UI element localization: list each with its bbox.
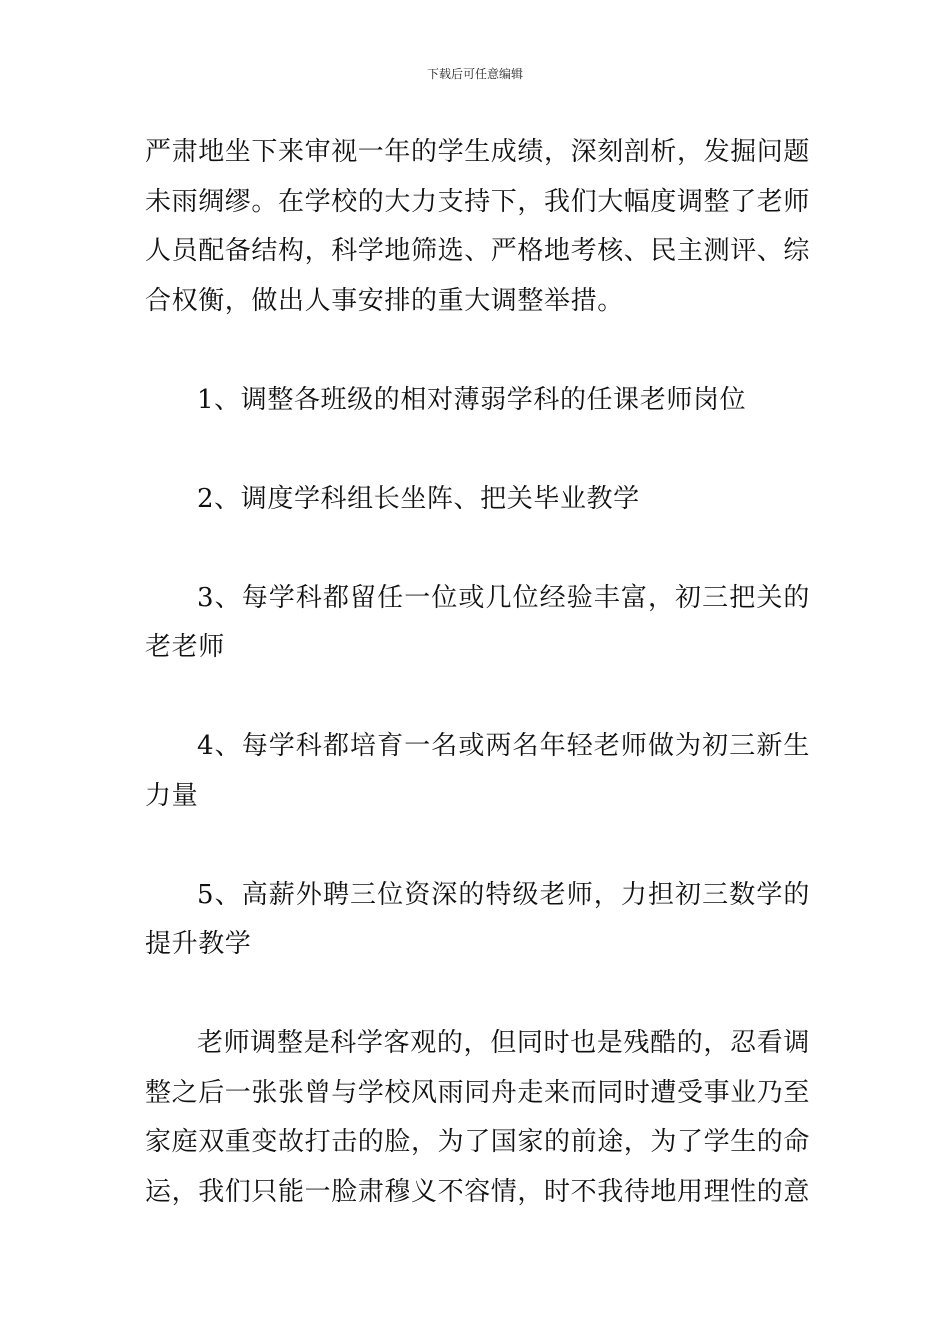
paragraph-gap: [145, 970, 810, 1020]
paragraph-gap: [145, 326, 810, 376]
paragraph-gap: [145, 425, 810, 475]
list-item-3: 3、每学科都留任一位或几位经验丰富，初三把关的老老师: [145, 582, 810, 662]
paragraph-gap: [145, 524, 810, 574]
list-item-4: 4、每学科都培育一名或两名年轻老师做为初三新生力量: [145, 731, 810, 811]
document-body: [145, 128, 810, 1217]
list-item-1: 1、调整各班级的相对薄弱学科的任课老师岗位: [197, 384, 747, 415]
page-header: 下载后可任意编辑: [426, 67, 523, 81]
paragraph-intro: 严肃地坐下来审视一年的学生成绩，深刻剖析，发掘问题未雨绸缪。在学校的大力支持下，我们大幅度调整了老师人员配备结构，科学地筛选、严格地考核、民主测评、综合权衡，做出人事安排的重大调整举措。: [145, 137, 811, 316]
paragraph-gap: [145, 821, 810, 871]
paragraph-closing: 老师调整是科学客观的，但同时也是残酷的，忍看调整之后一张张曾与学校风雨同舟走来而同时遭受事业乃至家庭双重变故打击的脸，为了国家的前途，为了学生的命运，我们只能一脸肃穆义不容情，时不我待地用理性的意: [145, 1028, 811, 1207]
list-item-2: 2、调度学科组长坐阵、把关毕业教学: [197, 483, 640, 514]
list-item-5: 5、高薪外聘三位资深的特级老师，力担初三数学的提升教学: [145, 879, 810, 959]
paragraph-gap: [145, 673, 810, 723]
